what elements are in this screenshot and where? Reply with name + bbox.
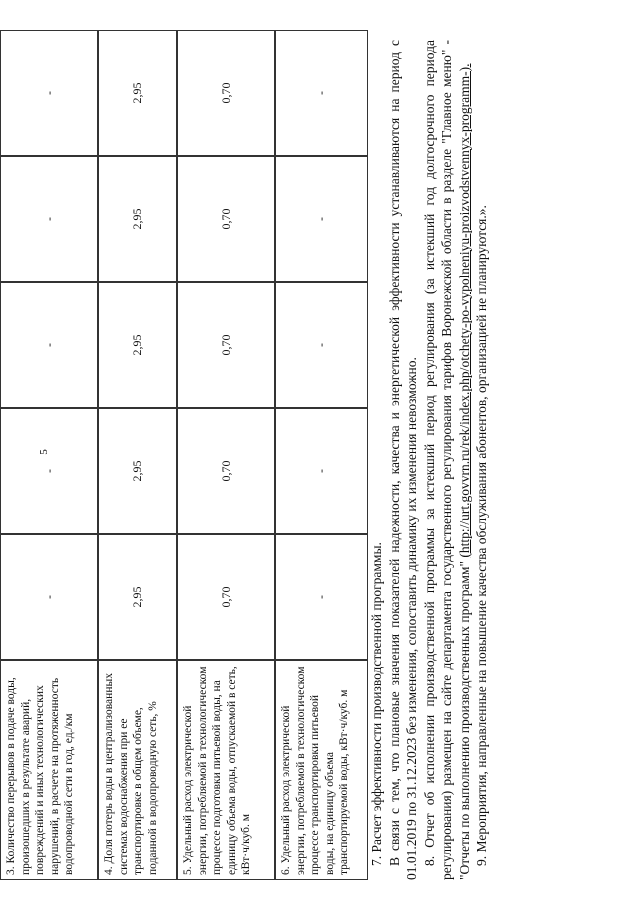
- table-cell: -: [275, 534, 368, 660]
- table-row: [275, 30, 368, 880]
- table-row: [98, 30, 177, 880]
- table-cell: 2,95: [98, 156, 177, 282]
- section-9-paragraph: 9. Мероприятия, направленные на повышение качества обслуживания абонентов, организацией не планируются.».: [474, 205, 489, 866]
- table-cell: -: [0, 282, 98, 408]
- table-cell: 2,95: [98, 534, 177, 660]
- table-cell: 0,70: [177, 408, 275, 534]
- table-cell: 0,70: [177, 282, 275, 408]
- row-label: 6. Удельный расход электрической энергии, потребляемой в технологическом процессе транспортировки питьевой воды, на единицу объема транспортируемой воды, кВт·ч/куб. м: [275, 660, 368, 880]
- table-cell: 2,95: [98, 30, 177, 156]
- table-row: [177, 30, 275, 880]
- section-8-paragraph: [421, 40, 474, 880]
- table-cell: -: [0, 408, 98, 534]
- table-cell: -: [275, 282, 368, 408]
- table-cell: -: [0, 156, 98, 282]
- table-cell: -: [0, 30, 98, 156]
- row-label: 4. Доля потерь воды в централизованных системах водоснабжения при ее транспортировке в общем объеме, поданной в водопроводную сеть, %: [98, 660, 177, 880]
- table-cell: 2,95: [98, 408, 177, 534]
- table-cell: -: [275, 30, 368, 156]
- indicators-table: [0, 30, 370, 880]
- report-link[interactable]: (http://urt.govvrn.ru/rek/index.php/otchety-po-vypolneniyu-proizvodstvennyx-programm-).: [456, 63, 472, 558]
- page-number: 5: [38, 449, 50, 455]
- table-cell: 2,95: [98, 282, 177, 408]
- table-cell: 0,70: [177, 534, 275, 660]
- row-label: 5. Удельный расход электрической энергии, потребляемой в технологическом процессе подготовки питьевой воды, на единицу объема воды, отпускаемой в сеть, кВт·ч/куб. м: [177, 660, 275, 880]
- table-cell: -: [275, 408, 368, 534]
- table-cell: 0,70: [177, 30, 275, 156]
- table-cell: 0,70: [177, 156, 275, 282]
- rotated-page-content: [0, 10, 640, 880]
- document-body: [368, 40, 491, 880]
- table-cell: -: [0, 534, 98, 660]
- row-label: 3. Количество перерывов в подаче воды, произошедших в результате аварий, повреждений и иных технологических нарушений, в расчете на протяженность водопроводной сети в год, ед./км: [0, 660, 98, 880]
- table-row: [0, 30, 98, 880]
- table-cell: -: [275, 156, 368, 282]
- section-7-heading: 7. Расчет эффективности производственной программы.: [369, 542, 384, 866]
- section-8-text: 8. Отчет об исполнении производственной программы за истекший период регулирования (за истекший год долгосрочного периода регулирования) размещен на сайте департамента государственного регулирования тарифов Воронежской области в разделе "Главное меню" - "Отчеты по выполнению производственных программ": [421, 40, 472, 880]
- section-7-paragraph: В связи с тем, что плановые значения показателей надежности, качества и энергетической эффективности устанавливаются на период с 01.01.2019 по 31.12.2023 без изменения, сопоставить динамику их изменения невозможно.: [386, 40, 419, 880]
